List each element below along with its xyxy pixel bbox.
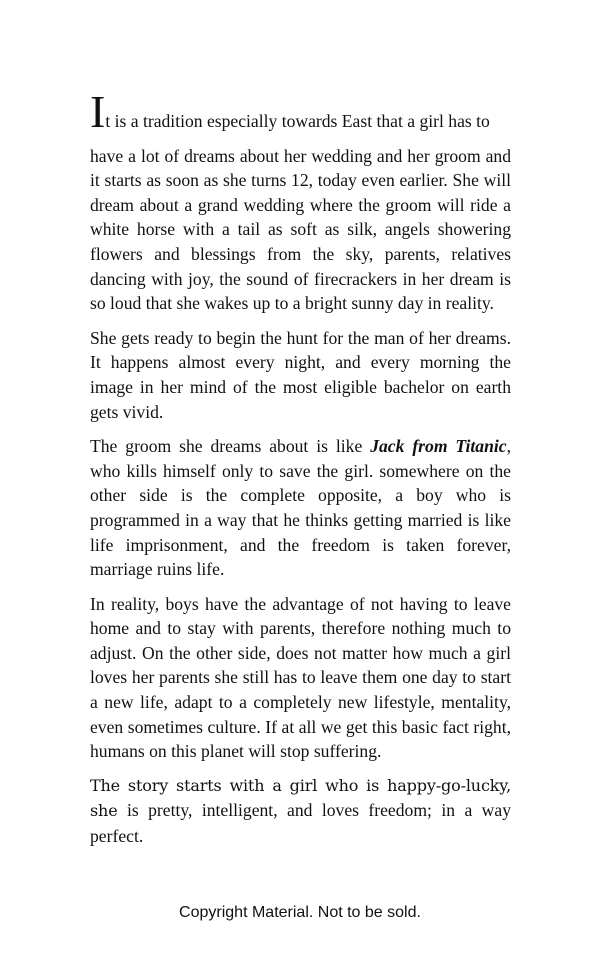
paragraph-3-rest: , who kills himself only to save the girl. somewhere on the other side is the complete opposite, a boy who is programmed in a way that he thinks getting married is like life imprisonment, and the freedom is taken forever, marriage ruins life.	[90, 436, 511, 580]
paragraph-2: She gets ready to begin the hunt for the man of her dreams. It happens almost every night, and every morning the image in her mind of the most eligible bachelor on earth gets vivid.	[90, 327, 511, 422]
paragraph-3	[90, 434, 511, 582]
first-line-text: t is a tradition especially towards East that a girl has to	[105, 111, 490, 131]
body-text	[90, 86, 511, 860]
paragraph-1-first-line	[90, 86, 511, 137]
copyright-footer: Copyright Material. Not to be sold.	[179, 904, 421, 921]
paragraph-5	[90, 774, 511, 850]
paragraph-3-lead: The groom she dreams about is like	[90, 436, 371, 457]
drop-cap: I	[90, 86, 106, 137]
paragraph-4: In reality, boys have the advantage of not having to leave home and to stay with parents, therefore nothing much to adjust. On the other side, does not matter how much a girl loves her parents she still has to leave them one day to start a new life, adapt to a completely new lifestyle, mentality, even sometimes culture. If at all we get this basic fact right, humans on this planet will stop suffering.	[90, 593, 511, 762]
paragraph-5-rest: is pretty, intelligent, and loves freedom; in a way perfect.	[90, 800, 511, 847]
paragraph-5-lead: The story starts with a girl who is happy-go-lucky, she	[90, 775, 511, 821]
emphasis-jack-from-titanic: Jack from Titanic	[370, 436, 507, 457]
paragraph-1-body: have a lot of dreams about her wedding and her groom and it starts as soon as she turns 12, today even earlier. She will dream about a grand wedding where the groom will ride a white horse with a tail as soft as silk, angels showering flowers and blessings from the sky, parents, relatives dancing with joy, the sound of firecrackers in her dream is so loud that she wakes up to a bright sunny day in reality.	[90, 145, 511, 314]
paragraph-1	[90, 86, 511, 316]
